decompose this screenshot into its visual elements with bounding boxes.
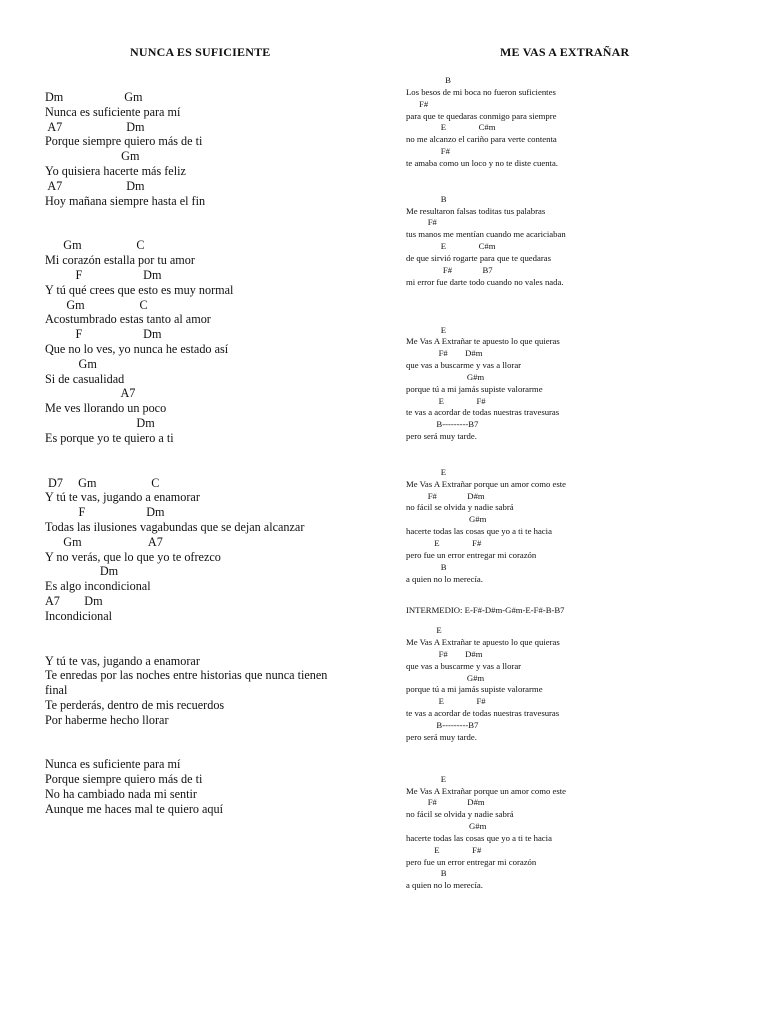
chord-line: F#: [406, 217, 437, 228]
lyric-line: Nunca es suficiente para mí: [45, 757, 181, 772]
lyric-line: Es porque yo te quiero a ti: [45, 430, 174, 445]
lyric-line: Y tú qué crees que esto es muy normal: [45, 282, 234, 297]
lyric-line: Me ves llorando un poco: [45, 401, 167, 416]
chord-line: F Dm: [45, 327, 162, 342]
song2-lyrics-column: [406, 75, 751, 892]
lyric-line: pero fue un error entregar mi corazón: [406, 856, 537, 867]
chord-line: G#m: [406, 821, 487, 832]
lyric-line: Hoy mañana siempre hasta el fin: [45, 193, 206, 208]
chord-line: Dm: [45, 415, 155, 430]
song1-verse-2: [45, 238, 345, 445]
song2-chorus-1a: [406, 325, 751, 443]
chord-line: E: [406, 625, 442, 636]
chord-line: B: [406, 561, 447, 572]
chord-line: G#m: [406, 514, 487, 525]
lyric-line: te amaba como un loco y no te diste cuenta.: [406, 157, 558, 168]
lyric-line: Es algo incondicional: [45, 579, 151, 594]
song2-chorus-1b: [406, 467, 751, 585]
song2-intermedio: [406, 605, 751, 617]
lyric-line: pero será muy tarde.: [406, 731, 477, 742]
chord-line: D7 Gm C: [45, 475, 160, 490]
lyric-line: para que te quedaras conmigo para siempre: [406, 110, 557, 121]
lyric-line: Me Vas A Extrañar te apuesto lo que quieras: [406, 637, 560, 648]
lyric-line: pero será muy tarde.: [406, 431, 477, 442]
song1-verse-1: [45, 90, 345, 208]
lyric-line: porque tú a mi jamás supiste valorarme: [406, 684, 543, 695]
chord-line: F Dm: [45, 267, 162, 282]
chord-line: G#m: [406, 371, 485, 382]
chord-line: E F#: [406, 844, 482, 855]
chord-line: A7: [45, 386, 136, 401]
lyric-line: Por haberme hecho llorar: [45, 712, 169, 727]
lyric-line: a quien no lo merecía.: [406, 880, 483, 891]
song2-chorus-2b: [406, 774, 751, 892]
chord-line: A7 Dm: [45, 593, 103, 608]
chord-line: F# D#m: [406, 648, 483, 659]
lyric-line: de que sirvió rogarte para que te quedaras: [406, 252, 551, 263]
chord-line: A7 Dm: [45, 119, 145, 134]
lyric-line: porque tú a mi jamás supiste valorarme: [406, 383, 543, 394]
chord-line: F# D#m: [406, 348, 483, 359]
lyric-line: Y no verás, que lo que yo te ofrezco: [45, 549, 221, 564]
chord-line: B---------B7: [406, 419, 479, 430]
chord-line: F#: [406, 98, 429, 109]
chord-line: E: [406, 466, 447, 477]
chord-line: E F#: [406, 696, 486, 707]
lyric-line: que vas a buscarme y vas a llorar: [406, 360, 522, 371]
lyric-line: Todas las ilusiones vagabundas que se dejan alcanzar: [45, 519, 305, 534]
lyric-line: te vas a acordar de todas nuestras travesuras: [406, 407, 560, 418]
lyric-line: Yo quisiera hacerte más feliz: [45, 163, 186, 178]
lyric-line: Me resultaron falsas toditas tus palabras: [406, 205, 546, 216]
chord-line: F Dm: [45, 505, 165, 520]
lyric-line: tus manos me mentían cuando me acariciaban: [406, 229, 566, 240]
lyric-line: Me Vas A Extrañar porque un amor como este: [406, 785, 567, 796]
lyric-line: te vas a acordar de todas nuestras travesuras: [406, 708, 560, 719]
chord-line: E C#m: [406, 241, 496, 252]
lyric-line: Acostumbrado estas tanto al amor: [45, 312, 211, 327]
song2-verse-2: [406, 194, 751, 289]
chord-line: F# B7: [406, 264, 493, 275]
lyric-line: Te perderás, dentro de mis recuerdos: [45, 697, 225, 712]
chord-line: Gm: [45, 356, 97, 371]
chord-line: A7 Dm: [45, 178, 145, 193]
lyric-line: Aunque me haces mal te quiero aquí: [45, 801, 224, 816]
lyric-line: no me alcanzo el cariño para verte contenta: [406, 134, 557, 145]
lyric-line: No ha cambiado nada mi sentir: [45, 787, 197, 802]
song2-chorus-2a: [406, 625, 751, 743]
lyric-line: Que no lo ves, yo nunca he estado así: [45, 341, 229, 356]
lyric-line: Y tú te vas, jugando a enamorar: [45, 490, 200, 505]
chord-line: G#m: [406, 672, 485, 683]
song2-verse-1: [406, 75, 751, 170]
intermedio-line: INTERMEDIO: E-F#-D#m-G#m-E-F#-B-B7: [406, 605, 565, 616]
lyric-line: que vas a buscarme y vas a llorar: [406, 660, 522, 671]
lyric-line: Me Vas A Extrañar te apuesto lo que quieras: [406, 336, 560, 347]
lyric-line: no fácil se olvida y nadie sabrá: [406, 809, 514, 820]
song1-outro: [45, 757, 345, 816]
lyric-line: Mi corazón estalla por tu amor: [45, 253, 195, 268]
lyric-line: Nunca es suficiente para mí: [45, 104, 181, 119]
lyric-line: Incondicional: [45, 608, 113, 623]
chord-line: E: [406, 324, 447, 335]
chord-line: Gm C: [45, 297, 148, 312]
song1-chorus: [45, 476, 345, 624]
chord-line: B: [406, 75, 451, 85]
lyric-line: Porque siempre quiero más de ti: [45, 134, 203, 149]
lyric-line: Los besos de mi boca no fueron suficientes: [406, 86, 556, 97]
song-title-me-vas-a-extranar: ME VAS A EXTRAÑAR: [500, 45, 630, 59]
lyric-line: hacerte todas las cosas que yo a ti te hacia: [406, 526, 552, 537]
song1-lyrics-column: [45, 90, 345, 817]
chord-line: F# D#m: [406, 797, 485, 808]
chord-line: Gm C: [45, 238, 145, 253]
lyric-line: Porque siempre quiero más de ti: [45, 772, 203, 787]
chord-line: Dm: [45, 564, 119, 579]
chord-line: E F#: [406, 538, 482, 548]
lyric-line: Y tú te vas, jugando a enamorar: [45, 653, 200, 668]
chord-line: B: [406, 868, 447, 879]
chord-line: F#: [406, 146, 450, 157]
lyric-line: pero fue un error entregar mi corazón: [406, 549, 537, 560]
lyric-line: no fácil se olvida y nadie sabrá: [406, 502, 514, 513]
chord-line: B: [406, 193, 447, 204]
song-title-nunca-es-suficiente: NUNCA ES SUFICIENTE: [130, 45, 271, 59]
chord-line: E C#m: [406, 122, 496, 133]
chord-line: E: [406, 773, 447, 784]
chord-line: Gm: [45, 149, 140, 164]
lyric-line: Si de casualidad: [45, 371, 125, 386]
lyric-line: Te enredas por las noches entre historias que nunca tienen final: [45, 668, 328, 698]
lyric-line: Me Vas A Extrañar porque un amor como este: [406, 478, 567, 489]
chord-line: Gm A7: [45, 534, 163, 549]
lyric-line: hacerte todas las cosas que yo a ti te hacia: [406, 832, 552, 843]
chord-line: Dm Gm: [45, 90, 143, 104]
chord-line: E F#: [406, 395, 486, 406]
song1-verse-3: [45, 654, 345, 728]
chord-line: F# D#m: [406, 490, 485, 501]
lyric-line: a quien no lo merecía.: [406, 573, 483, 584]
lyric-line: mi error fue darte todo cuando no vales nada.: [406, 276, 564, 287]
chord-line: B---------B7: [406, 719, 479, 730]
